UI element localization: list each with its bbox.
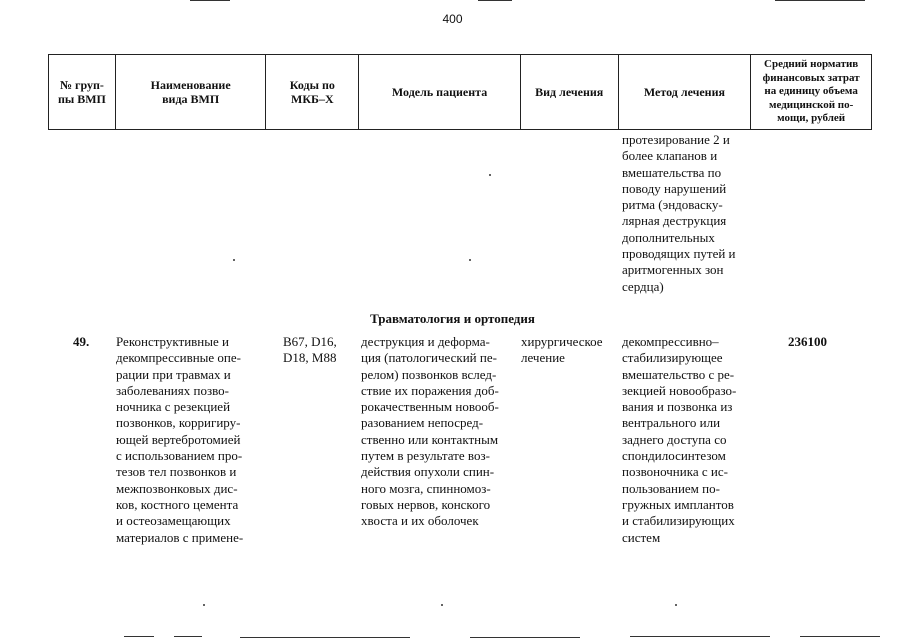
row-treatment-type: хирургическое лечение [521, 334, 603, 366]
bottom-rule-2 [174, 636, 202, 637]
header-icd-codes: Коды по МКБ–Х [266, 55, 359, 129]
scan-speck [469, 259, 471, 261]
section-title: Травматология и ортопедия [370, 311, 535, 326]
bottom-rule-3 [240, 637, 410, 638]
header-treatment-method: Метод лечения [619, 55, 752, 129]
scan-speck [441, 604, 443, 606]
header-average-cost: Средний норматив финансовых затрат на единицу объема медицинской по- мощи, рублей [762, 58, 860, 125]
header-vmp-name: Наименование вида ВМП [116, 55, 267, 129]
scan-speck [233, 259, 235, 261]
table-header [48, 54, 872, 130]
header-treatment-type: Вид лечения [521, 55, 619, 129]
scan-speck [675, 604, 677, 606]
row-treatment-method: декомпрессивно– стабилизирующее вмешательство с ре- зекцией новообразо- вания и позвонка из вентрального или заднего доступа со спондилосинтезом позвоночника с ис- пользованием по- гружных имплантов и стабилизирующих систем [622, 334, 737, 545]
row-patient-model: деструкция и деформа- ция (патологический пе- релом) позвонков вслед- ствие их поражения доб- рокачественным новооб- разованием непосред- ственно или контактным путем в результате воз- действия опухоли спин- ного мозга, спинномоз- говых нервов, конского хвоста и их оболочек [361, 334, 499, 529]
bottom-rule-4 [470, 637, 580, 638]
bottom-rule-5 [630, 636, 770, 637]
top-rule-right [775, 0, 865, 1]
page-number: 400 [442, 12, 463, 26]
bottom-rule-1 [124, 636, 154, 637]
header-patient-model: Модель пациента [359, 55, 521, 129]
top-rule-mid [478, 0, 512, 1]
top-rule-left [190, 0, 230, 1]
scan-speck [489, 174, 491, 176]
row-average-cost: 236100 [788, 334, 827, 349]
scan-speck [203, 604, 205, 606]
row-icd-codes: B67, D16, D18, M88 [283, 334, 337, 366]
bottom-rule-6 [800, 636, 880, 637]
row-vmp-name: Реконструктивные и декомпрессивные опе- рации при травмах и заболеваниях позво- ночника с резекцией позвонков, корригиру- ющей вертебротомией с использованием про- тезов тел позвонков и межпозвонковых дис- ков, костного цемента и остеозамещающих материалов с примене- [116, 334, 244, 545]
row-group-number: 49. [73, 334, 90, 349]
continued-method-text: протезирование 2 и более клапанов и вмешательства по поводу нарушений ритма (эндоваску- лярная деструкция дополнительных проводящих путей и аритмогенных зон сердца) [622, 132, 736, 294]
header-group-number: № груп- пы ВМП [49, 55, 116, 129]
